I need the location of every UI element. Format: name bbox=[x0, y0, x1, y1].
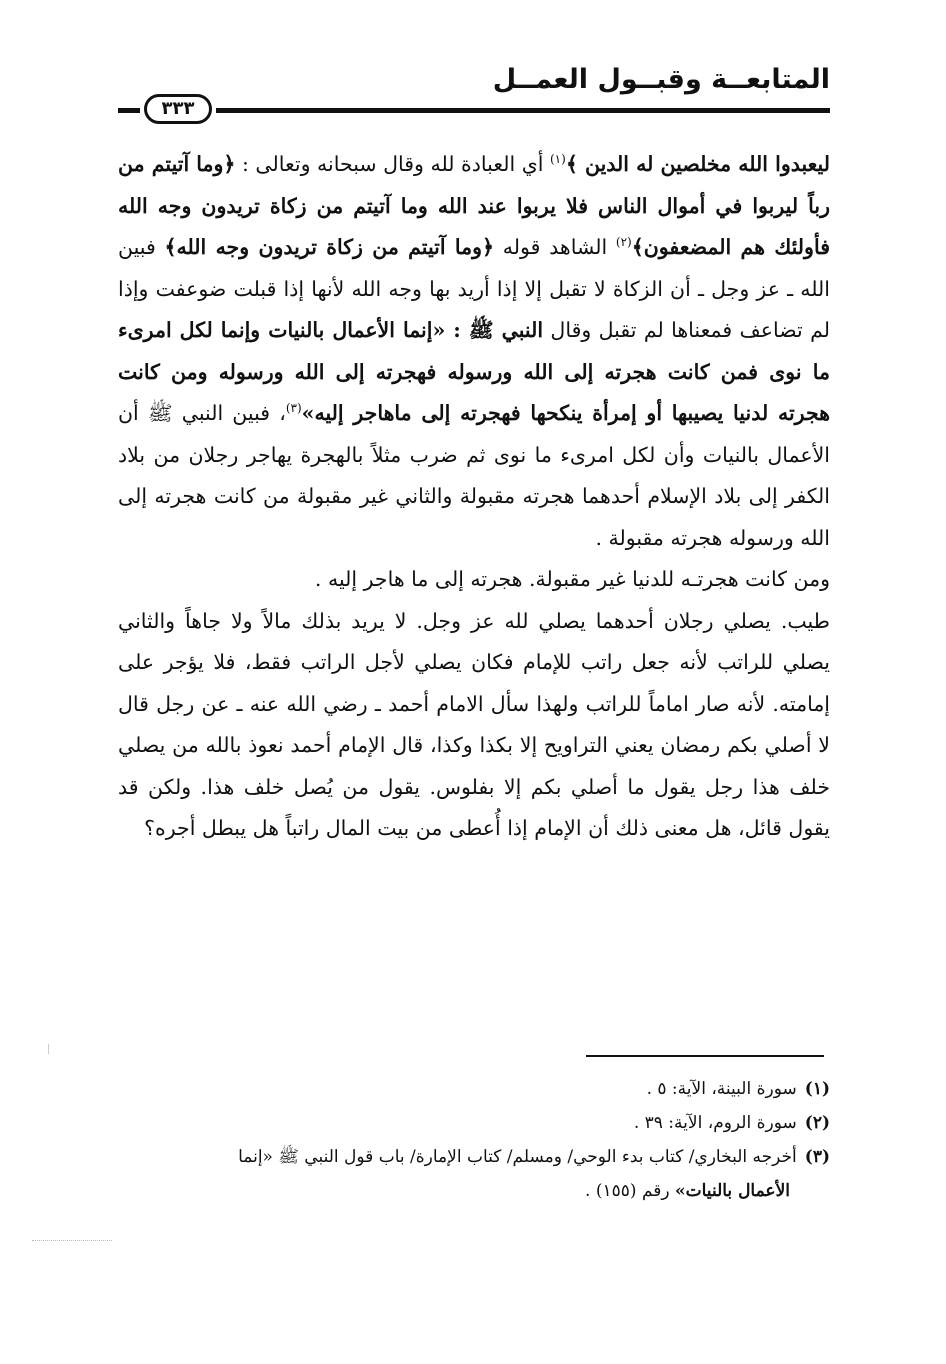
footnote-number: (٢) bbox=[804, 1113, 830, 1133]
footnote-text: أخرجه البخاري/ كتاب بدء الوحي/ ومسلم/ كتاب الإمارة/ باب قول النبي ﷺ «إنما bbox=[238, 1147, 797, 1167]
quran-verse-3: ﴿وما آتيتم من زكاة تريدون وجه الله﴾ bbox=[164, 235, 495, 259]
scan-mark bbox=[48, 1044, 49, 1054]
footnote-separator bbox=[586, 1055, 824, 1057]
scan-specks bbox=[32, 1240, 112, 1243]
main-text bbox=[118, 144, 830, 850]
footnote-1 bbox=[118, 1072, 830, 1106]
running-title: المتابعــة وقبــول العمــل bbox=[492, 64, 830, 95]
paragraph-2: ومن كانت هجرتـه للدنيا غير مقبولة. هجرته إلى ما هاجر إليه . bbox=[314, 567, 830, 591]
paragraph-3: طيب. يصلي رجلان أحدهما يصلي لله عز وجل. لا يريد بذلك مالاً ولا جاهاً والثاني يصلي للراتب لأنه جعل راتب للإمام فكان يصلي لأجل الراتب فقط، فلا يؤجر على إمامته. لأنه صار اماماً للراتب ولهذا سأل الامام أحمد ـ رضي الله عنه ـ عن رجل قال لا أصلي بكم رمضان يعني التراويح إلا بكذا وكذا، قال الإمام أحمد نعوذ بالله من يصلي خلف هذا رجل يقول ما أصلي بكم إلا بفلوس. يقول من يُصل خلف هذا. ولكن قد يقول قائل، هل معنى ذلك أن الإمام إذا أُعطى من بيت المال راتباً هل يبطل أجره؟ bbox=[118, 608, 830, 840]
footnote-text: سورة الروم، الآية: ٣٩ . bbox=[633, 1113, 797, 1133]
footnote-hadith-title: الأعمال بالنيات» bbox=[675, 1181, 790, 1201]
commentary-text-4: ، فبين النبي ﷺ أن الأعمال بالنيات وأن لكل امرىء ما نوى ثم ضرب مثلاً بالهجرة يهاجر رجلان من بلاد الكفر إلى بلاد الإسلام أحدهما هجرته مقبولة والثاني غير مقبولة من كانت هجرته إلى الله ورسوله هجرته مقبولة . bbox=[118, 401, 830, 550]
footnote-number: (٣) bbox=[804, 1147, 830, 1167]
footnote-ref-1: (١) bbox=[549, 152, 566, 167]
footnote-3-continuation bbox=[118, 1174, 830, 1208]
paragraph-1 bbox=[118, 144, 830, 559]
commentary-text-1: أي العبادة لله وقال سبحانه وتعالى : bbox=[235, 152, 550, 176]
commentary-text-2: الشاهد قوله bbox=[494, 235, 616, 259]
footnote-number: (١) bbox=[804, 1079, 830, 1099]
hadith-quote: النبي ﷺ : «إنما الأعمال بالنيات وإنما لكل امرىء ما نوى فمن كانت هجرته إلى الله ورسوله فهجرته إلى الله ورسوله ومن كانت هجرته لدنيا يصيبها أو إمرأة ينكحها فهجرته إلى ماهاجر إليه» bbox=[118, 318, 831, 425]
footnote-text: سورة البينة، الآية: ٥ . bbox=[646, 1079, 797, 1099]
footnote-2 bbox=[118, 1106, 830, 1140]
footnote-ref-2: (٢) bbox=[615, 235, 632, 250]
footnote-reference-number: رقم (١٥٥) . bbox=[585, 1181, 675, 1201]
header-rule-right bbox=[216, 108, 830, 113]
footnote-3 bbox=[118, 1140, 830, 1174]
quran-verse-1: ليعبدوا الله مخلصين له الدين ﴾ bbox=[565, 152, 830, 176]
header-rule-left bbox=[118, 108, 140, 113]
commentary-text-3: فبين الله ـ عز وجل ـ أن الزكاة لا تقبل إلا إذا أريد بها وجه الله لأنها إذا قبلت ضوعفت وإذا لم تضاعف فمعناها لم تقبل وقال bbox=[118, 235, 830, 342]
page-header bbox=[118, 58, 830, 122]
quran-verse-2: ﴿وما آتيتم من رباً ليربوا في أموال الناس فلا يربوا عند الله وما آتيتم من زكاة تريدون وجه الله فأولئك هم المضعفون﴾ bbox=[118, 152, 830, 259]
footnotes bbox=[118, 1072, 830, 1208]
page-number-badge: ٣٣٣ bbox=[144, 94, 212, 124]
footnote-ref-3: (٣) bbox=[285, 401, 302, 416]
